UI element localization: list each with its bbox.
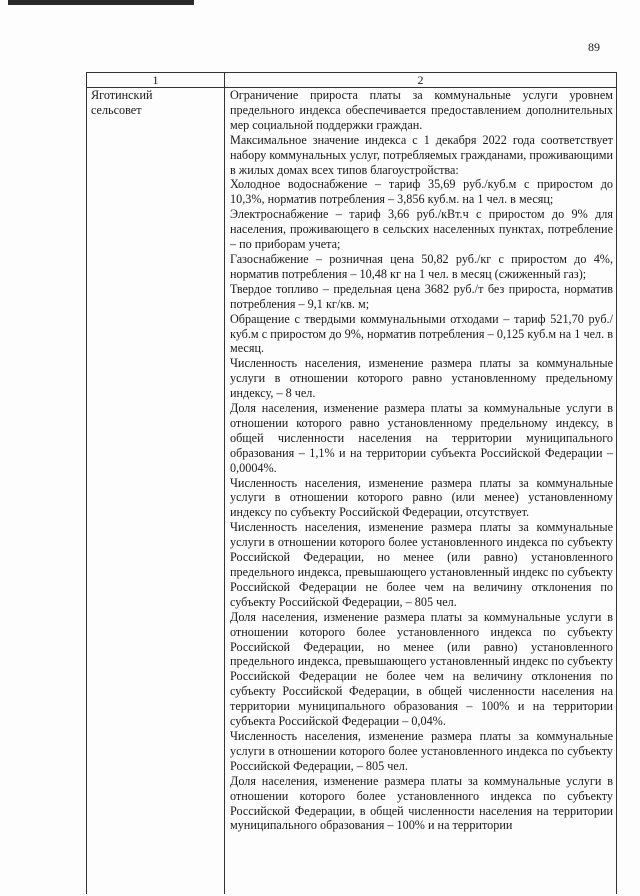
municipality-cell bbox=[91, 88, 219, 118]
column-divider bbox=[224, 73, 225, 894]
municipality-name-line-2: сельсовет bbox=[91, 102, 142, 117]
data-table bbox=[86, 72, 617, 894]
scan-edge-mark bbox=[8, 0, 194, 5]
paragraph: Электроснабжение – тариф 3,66 руб./кВт.ч с приростом до 9% для населения, проживающего в сельских населенных пунктах, потребление – по приборам учета; bbox=[230, 207, 613, 252]
paragraph: Доля населения, изменение размера платы за коммунальные услуги в отношении которого более установленного индекса по субъекту Российской Федерации, в общей численности населения на территории муниципального образования – 100% и на территории bbox=[230, 773, 613, 833]
column-2-header: 2 bbox=[417, 73, 424, 87]
paragraph: Численность населения, изменение размера платы за коммунальные услуги в отношении которого более установленного индекса по субъекту Российской Федерации, – 805 чел. bbox=[230, 728, 613, 773]
paragraph: Численность населения, изменение размера платы за коммунальные услуги в отношении которого равно (или менее) установленному индексу по субъекту Российской Федерации, отсутствует. bbox=[230, 475, 613, 520]
paragraph: Численность населения, изменение размера платы за коммунальные услуги в отношении которого более установленного индекса по субъекту Российской Федерации, но менее (или равно) установленного предельного индекса, превышающего установленный индекс по субъекту Российской Федерации не более чем на величину отклонения по субъекту Российской Федерации, – 805 чел. bbox=[230, 520, 613, 609]
paragraph: Максимальное значение индекса с 1 декабря 2022 года соответствует набору коммунальных услуг, потребляемых гражданами, проживающими в жилых домах всех типов благоустройства: bbox=[230, 132, 613, 177]
paragraph: Холодное водоснабжение – тариф 35,69 руб./куб.м с приростом до 10,3%, норматив потребления – 3,856 куб.м. на 1 чел. в месяц; bbox=[230, 177, 613, 207]
page-number: 89 bbox=[588, 40, 600, 54]
paragraph: Доля населения, изменение размера платы за коммунальные услуги в отношении которого более установленного индекса по субъекту Российской Федерации, но менее (или равно) установленного предельного индекса, превышающего установленный индекс по субъекту Российской Федерации не более чем на величину отклонения по субъекту Российской Федерации, в общей численности населения на территории муниципального образования – 100% и на территории субъекта Российской Федерации – 0,04%. bbox=[230, 609, 613, 729]
municipality-name-line-1: Яготинский bbox=[91, 88, 153, 102]
column-1-header: 1 bbox=[152, 73, 159, 87]
paragraph: Доля населения, изменение размера платы за коммунальные услуги в отношении которого равно установленному предельному индексу, в общей численности населения на территории муниципального образования – 1,1% и на территории субъекта Российской Федерации – 0,0004%. bbox=[230, 401, 613, 475]
table-header-row bbox=[87, 73, 616, 88]
description-cell bbox=[230, 88, 613, 833]
paragraph: Ограничение прироста платы за коммунальные услуги уровнем предельного индекса обеспечивается предоставлением дополнительных мер социальной поддержки граждан. bbox=[230, 88, 613, 132]
paragraph: Обращение с твердыми коммунальными отходами – тариф 521,70 руб./куб.м с приростом до 9%, норматив потребления – 0,125 куб.м на 1 чел. в месяц. bbox=[230, 311, 613, 356]
paragraph: Газоснабжение – розничная цена 50,82 руб./кг с приростом до 4%, норматив потребления – 10,48 кг на 1 чел. в месяц (сжиженный газ); bbox=[230, 251, 613, 281]
paragraph: Твердое топливо – предельная цена 3682 руб./т без прироста, норматив потребления – 9,1 кг/кв. м; bbox=[230, 281, 613, 311]
paragraph: Численность населения, изменение размера платы за коммунальные услуги в отношении которого равно установленному предельному индексу, – 8 чел. bbox=[230, 356, 613, 401]
